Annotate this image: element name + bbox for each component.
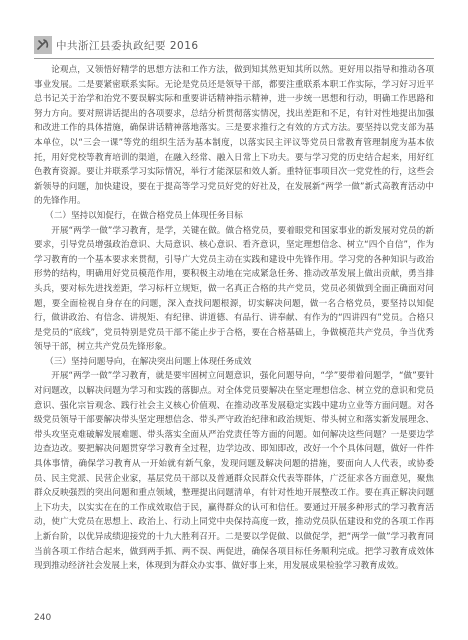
header-title: 中共浙江县委执政纪要 2016 [56,40,199,52]
section-heading: （三）坚持问题导向，在解决突出问题上体现任务成效 [45,356,252,367]
body-paragraph: 开展“两学一做”学习教育，是学，关键在做。做合格党员，要着眼党和国家事业的新发展对党员的新要求，引导党员增强政治意识、大局意识、核心意识、看齐意识，坚定理想信念、树立“四个自信”，作为学习教育的一个基本要求来贯彻，引导广大党员主动在实践和建设中先锋作用。学习党的各种知识与政治形势的结构，明确用好党员模范作用，要积极主动地在完成紧急任务、推动改革发展上做出贡献，勇当排头兵，要对标先进找差距，学习标杆立规矩，做一名真正合格的共产党员，党员必须做到全面正确面对问题，要全面检视自身存在的问题，深入查找问题根源，切实解决问题，做一名合格党员，要坚持以知促行，做讲政治、有信念、讲规矩、有纪律、讲道德、有品行、讲奉献、有作为的“四讲四有”党员。合格只是党员的“底线”，党员特别是党员干部不能止步于合格，要在合格基础上，争做模范共产党员，争当优秀领导干部，树立共产党员先锋形象。 [34,225,434,353]
party-emblem-icon [34,36,52,54]
header-divider [34,58,434,59]
section-heading: （二）坚持以知促行，在做合格党员上体现任务目标 [45,210,243,221]
page-body [34,63,434,574]
page-number: 240 [34,613,52,623]
body-paragraph: 论观点，又领悟好精学的思想方法和工作方法，做到知其然更知其所以然。更好用以指导和推动各项事业发展。二是要紧密联系实际。无论是党员还是领导干部，都要注重联系本职工作实际，学习好习近平总书记关于治学和治党不要误解实际和重要讲话精神指示精神，进一步统一思想和行动，明确工作思路和努力方向。要对照讲话提出的各项要求，总结分析贯彻落实情况，找出差距和不足，有针对性地提出加强和改进工作的具体措施，确保讲话精神落地落实。三是要求推行之有效的方式方法。要坚持以党支部为基本单位，以“三会一课”等党的组织生活为基本制度，以落实民主评议等党员日常教育管理制度为基本依托，用好党校等教育培训的渠道，在融入经常、融入日常上下功夫。要与学习党的历史结合起来，用好红色教育资源。要让并联系学习实际情况，举行才能深层和效人新。重特征事项目次一党党性的行，这些会新领导的问题，加快建设，要在于提高等学习党员好党的好社及，在发展新“两学一做”新式高教育活动中的先锋作用。 [34,65,435,207]
running-header [34,36,430,56]
body-paragraph: 开展“两学一做”学习教育，就是要牢固树立问题意识，强化问题导向，“学”要带着问题学，“做”要针对问题改，以解决问题为学习和实践的落脚点。对全体党员要解决在坚定理想信念、树立党的意识和党员意识、强化宗旨观念、践行社会主义核心价值观、在推动改革发展稳定实践中建功立业等方面问题。对各级党员领导干部要解决带头坚定理想信念、带头严守政治纪律和政治规矩、带头树立和落实新发展理念、带头攻坚克难破解发展难题、带头落实全面从严治党责任等方面的问题。如何解决这些问题？一是要边学边查边改。要把解决问题贯穿学习教育全过程，边学边改、即知即改，改好一个个具体问题，做好一件件具体事情，确保学习教育从一开始就有新气象，发现问题及解决问题的措施，要面向人人代表，或协委员、民主党派、民营企业家，基层党员干部以及普通群众民群众代表等群体，广泛征求各方面意见，聚焦群众反映强烈的突出问题和重点领域，整理提出问题清单，有针对性地开展整改工作。要在真正解决问题上下功夫，以实实在在的工作成效取信于民，赢得群众的认可和信任。要通过开展多种形式的学习教育活动，使广大党员在思想上、政治上、行动上同党中央保持高度一致，推动党员队伍建设和党的各项工作再上新台阶，以优异成绩迎接党的十九大胜利召开。二是要以学促做、以做促学，把“两学一做”学习教育同当前各项工作结合起来，做到两手抓、两不误、两促进，确保各项目标任务顺利完成。把学习教育成效体现到推动经济社会发展上来，体现到为群众办实事、做好事上来，用发展成果检验学习教育成效。 [34,371,434,572]
